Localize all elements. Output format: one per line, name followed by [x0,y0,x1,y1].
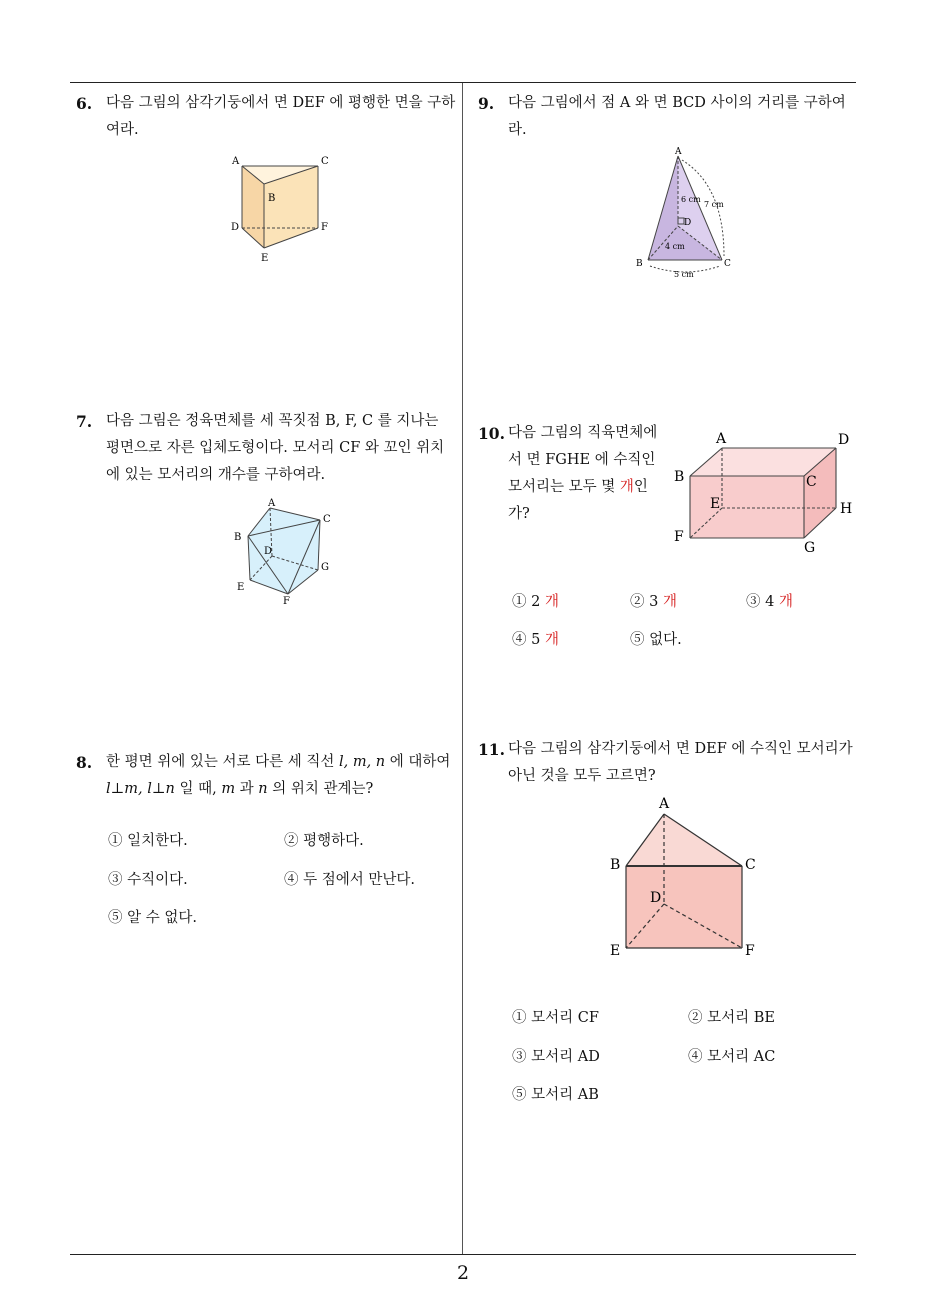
label-c: C [806,474,817,490]
label-b: B [636,259,643,269]
q8-choice-1[interactable]: ① 일치한다. [108,833,188,849]
label-d: D [684,218,692,228]
q11-choice-5[interactable]: ⑤ 모서리 AB [512,1087,599,1103]
question-10 [478,420,658,528]
q11-choice-3[interactable]: ③ 모서리 AD [512,1049,600,1065]
label-d: D [264,546,273,557]
q8-choice-4[interactable]: ④ 두 점에서 만난다. [284,872,415,888]
label-e: E [261,253,269,264]
q11-choice-4[interactable]: ④ 모서리 AC [688,1049,776,1065]
question-number: 10. [478,424,505,443]
label-g: G [804,540,816,556]
q11-choice-1[interactable]: ① 모서리 CF [512,1010,599,1026]
column-divider [462,83,463,1254]
q8-choice-3[interactable]: ③ 수직이다. [108,872,188,888]
q11-choice-2[interactable]: ② 모서리 BE [688,1010,775,1026]
label-f: F [321,222,328,233]
label-e: E [237,582,245,593]
question-text: 한 평면 위에 있는 서로 다른 세 직선 l, m, n 에 대하여 l⊥m, l⊥n 일 때, m 과 n 의 위치 관계는? [106,754,451,797]
label-f: F [745,943,755,959]
question-9 [478,90,858,144]
label-d: D [231,222,240,233]
label-g: G [321,562,329,573]
label-a: A [268,498,276,509]
cuboid-figure-q10 [670,428,860,558]
q10-choice-5[interactable]: ⑤ 없다. [630,632,682,648]
header-rule [70,82,856,83]
label-f: F [674,529,684,545]
question-8 [76,749,456,803]
label-b: B [610,857,621,873]
label-c: C [321,156,329,167]
measure-bc: 5 cm [674,270,694,279]
label-a: A [675,147,682,157]
q10-choice-1[interactable]: ① 2 개 [512,594,559,610]
question-11 [478,736,858,790]
footer-rule [70,1254,856,1255]
label-a: A [716,431,727,447]
triangular-prism-figure-q6 [226,150,336,265]
cut-cube-figure-q7 [228,496,338,606]
measure-ad: 6 cm [681,195,701,204]
label-b: B [674,469,685,485]
label-h: H [840,501,853,517]
question-text: 다음 그림의 삼각기둥에서 면 DEF 에 평행한 면을 구하여라. [106,95,456,138]
question-number: 8. [76,753,93,772]
measure-bd: 4 cm [665,242,685,251]
question-7 [76,408,456,489]
question-number: 9. [478,94,495,113]
measure-ac: 7 cm [704,200,724,209]
label-a: A [659,796,670,812]
question-6 [76,90,456,144]
question-number: 11. [478,740,505,759]
label-b: B [234,532,242,543]
label-e: E [610,943,621,959]
label-c: C [323,514,331,525]
label-e: E [710,496,721,512]
label-f: F [283,596,290,606]
question-text: 다음 그림에서 점 A 와 면 BCD 사이의 거리를 구하여라. [508,95,846,138]
question-text: 다음 그림은 정육면체를 세 꼭짓점 B, F, C 를 지나는 평면으로 자른 입체도형이다. 모서리 CF 와 꼬인 위치에 있는 모서리의 개수를 구하여라. [106,413,445,483]
label-b: B [268,193,276,204]
q10-choice-4[interactable]: ④ 5 개 [512,632,559,648]
label-a: A [232,156,240,167]
question-text: 다음 그림의 직육면체에서 면 FGHE 에 수직인 모서리는 모두 몇 개인가? [508,425,658,522]
question-text: 다음 그림의 삼각기둥에서 면 DEF 에 수직인 모서리가 아닌 것을 모두 고르면? [508,741,853,784]
label-d: D [650,890,662,906]
question-number: 7. [76,412,93,431]
label-c: C [745,857,756,873]
question-number: 6. [76,94,93,113]
page-number: 2 [456,1262,470,1284]
q10-choice-2[interactable]: ② 3 개 [630,594,677,610]
q8-choice-2[interactable]: ② 평행하다. [284,833,364,849]
triangular-prism-figure-q11 [604,794,764,964]
q8-choice-5[interactable]: ⑤ 알 수 없다. [108,910,197,926]
label-c: C [724,259,731,269]
label-d: D [838,432,850,448]
tetrahedron-figure-q9 [632,146,742,280]
q10-choice-3[interactable]: ③ 4 개 [746,594,793,610]
